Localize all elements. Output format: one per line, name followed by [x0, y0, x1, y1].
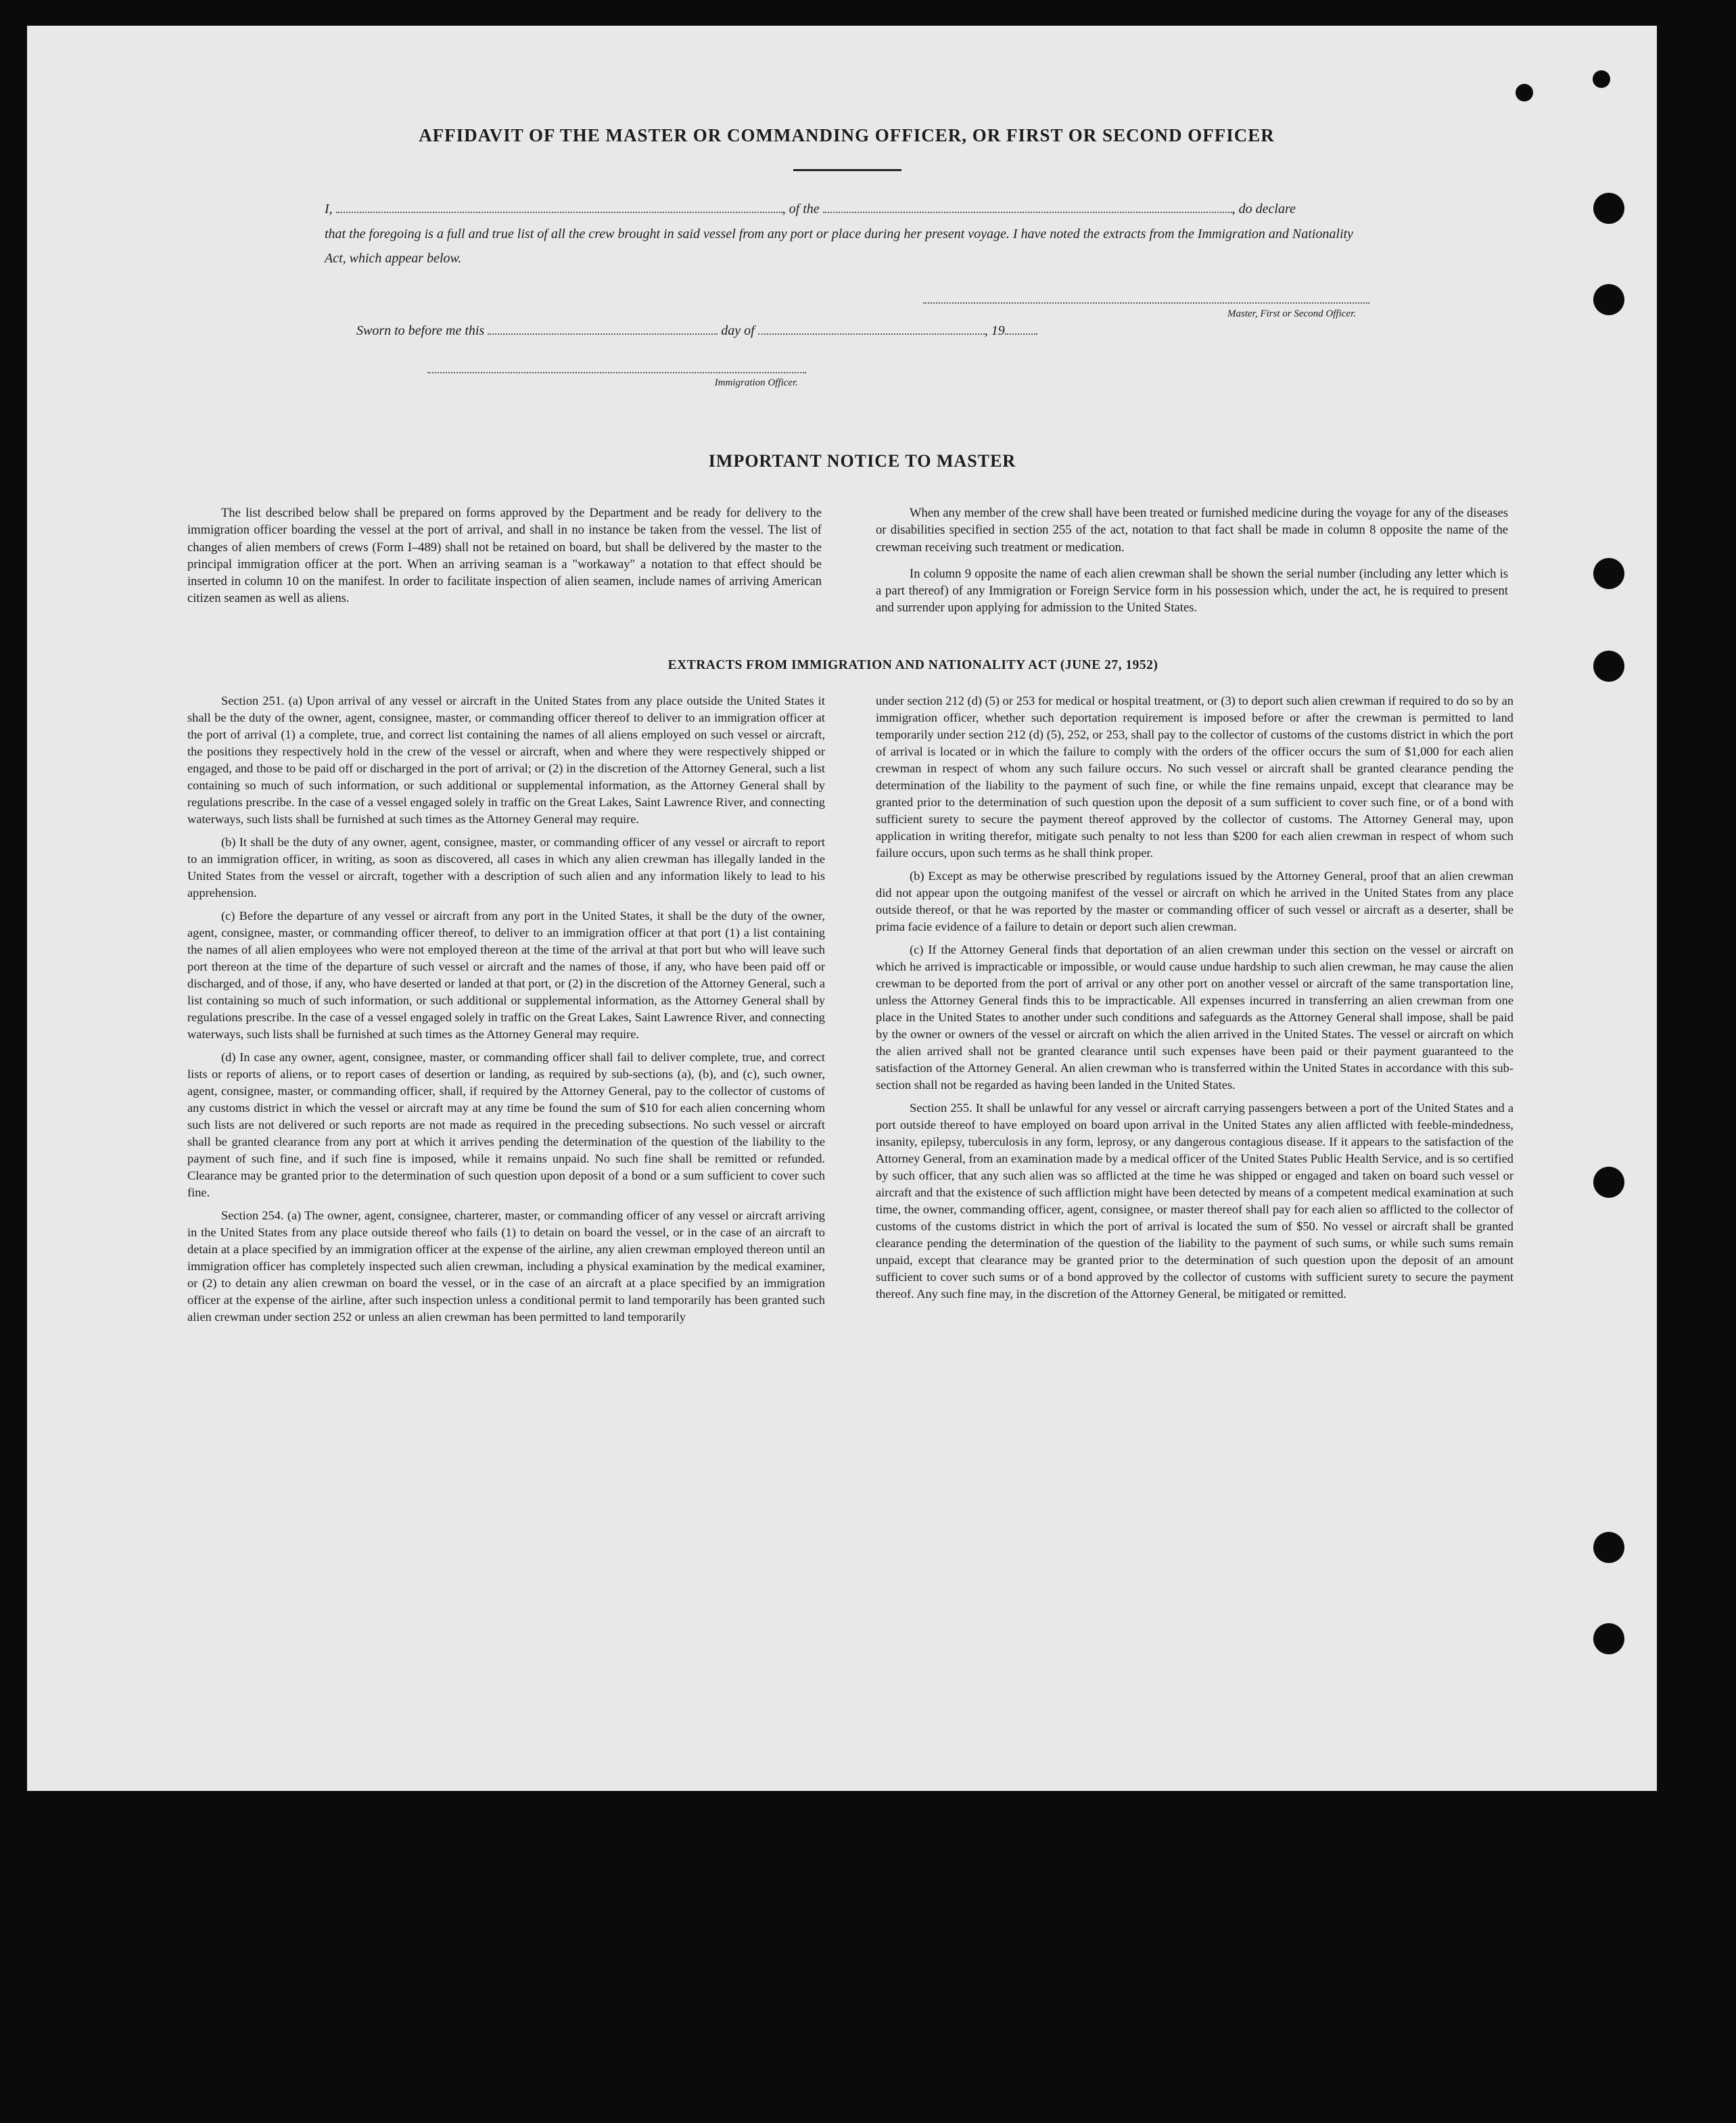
name-field[interactable]: [336, 202, 782, 213]
vessel-field[interactable]: [823, 202, 1232, 213]
sworn-day-field[interactable]: [488, 324, 718, 335]
act-paragraph: Section 255. It shall be unlawful for any vessel or aircraft carrying passengers between a port of the United States and a port outside thereof to have employed on board upon arrival in the United States any alien afflicted with feeble-mindedness, insanity, epilepsy, tuberculosis in any form, leprosy, or any dangerous contagious disease. If it appears to the satisfaction of the Attorney General, from an examination made by a medical officer of the United States Public Health Service, and is so certified by such officer, that any such alien was so afflicted at the time he was shipped or engaged and taken on board such vessel or aircraft and that the existence of such affliction might have been detected by means of a competent medical examination at such time, the owner, commanding officer, agent, consignee, or master thereof shall pay for each alien so afflicted to the collector of customs of the customs district in which the port of arrival is located the sum of $50. No vessel or aircraft shall be granted clearance pending the determination of the question of the liability to the payment of such sums, or while such sums remain unpaid, except that clearance may be granted prior to the determination of such question upon the deposit of an amount sufficient to cover such sums or of a bond approved by the collector of customs with sufficient surety to secure the payment thereof. Any such fine may, in the discretion of the Attorney General, be mitigated or remitted.: [876, 1101, 1514, 1301]
punch-hole: [1593, 1532, 1624, 1563]
punch-hole: [1593, 284, 1624, 315]
master-caption: Master, First or Second Officer.: [1227, 308, 1356, 319]
notice-paragraph: The list described below shall be prepared on forms approved by the Department and be ready for delivery to the immigration officer boarding the vessel at the port of arrival, and shall in no instance be taken from the vessel. The list of changes of alien members of crews (Form I–489) shall not be retained on board, but shall be delivered by the master to the principal immigration officer at the port. When an arriving seaman is a "workaway" a notation to that effect should be inserted in column 10 on the manifest. In order to facilitate inspection of alien seamen, include names of arriving American citizen seamen as well as aliens.: [187, 506, 822, 606]
extracts-right-column: [876, 693, 1514, 1309]
act-paragraph: (b) Except as may be otherwise prescribed by regulations issued by the Attorney General, proof that an alien crewman did not appear upon the outgoing manifest of the vessel or aircraft on which he arrived in the United States from any place outside thereof, or that he was reported by the master or commanding officer of such vessel or aircraft as a deserter, shall be prima facie evidence of a failure to detain or deport such alien crewman.: [876, 869, 1514, 933]
year-prefix: , 19: [984, 323, 1005, 338]
affidavit-title: AFFIDAVIT OF THE MASTER OR COMMANDING OFFICER, OR FIRST OR SECOND OFFICER: [419, 125, 1275, 145]
act-paragraph: (d) In case any owner, agent, consignee, master, or commanding officer shall fail to deliver complete, true, and correct lists or reports of aliens, or to report cases of desertion or landing, as required by sub-sections (a), (b), and (c), such owner, agent, consignee, master, or commanding officer, shall, if required by the Attorney General, pay to the collector of customs of any customs district in which the vessel or aircraft may at any time be found the sum of $10 for each alien concerning whom such lists are not delivered or such reports are not made as required in the preceding subsections. No such vessel or aircraft shall be granted clearance from any port at which it arrives pending the determination of the question of the liability to the payment of such fine, and if such fine is imposed, while it remains unpaid. No such fine shall be remitted or refunded. Clearance may be granted prior to the determination of such question upon deposit of a bond or a sum sufficient to cover such fine.: [187, 1050, 825, 1199]
punch-hole: [1593, 651, 1624, 682]
notice-right-column: [876, 505, 1508, 623]
punch-hole: [1593, 558, 1624, 589]
act-paragraph: Section 254. (a) The owner, agent, consignee, charterer, master, or commanding officer of any vessel or aircraft arriving in the United States from any place outside thereof who fails (1) to detain on board the vessel, or in the case of an aircraft to detain at a place specified by an immigration officer at the expense of the airline, any alien crewman employed thereon until an immigration officer has completely inspected such alien crewman, including a physical examination by the medical examiner, or (2) to detain any alien crewman on board the vessel, or in the case of an aircraft at a place specified by an immigration officer at the expense of the airline, after such inspection unless a conditional permit to land temporarily has been granted such alien crewman under section 252 or unless an alien crewman has been permitted to land temporarily: [187, 1209, 825, 1324]
declaration-block: [325, 196, 1369, 271]
declaration-text: that the foregoing is a full and true list of all the crew brought in said vessel from any port or place during her present voyage. I have noted the extracts from the Immigration and Nationality Act, which appear below.: [325, 227, 1353, 266]
sworn-label: Sworn to before me this: [356, 323, 485, 338]
i-label: I,: [325, 202, 333, 216]
extracts-title: EXTRACTS FROM IMMIGRATION AND NATIONALITY ACT (JUNE 27, 1952): [667, 658, 1158, 672]
punch-hole: [1593, 70, 1610, 88]
act-paragraph: under section 212 (d) (5) or 253 for medical or hospital treatment, or (3) to deport such alien crewman if required to do so by an immigration officer, whether such deportation requirement is imposed before or after the crewman is permitted to land temporarily under section 212 (d) (5), 252, or 253, shall pay to the collector of customs of the customs district in which the port of arrival is located or in which the failure to comply with the orders of the officer occurs the sum of $1,000 for each alien crewman in respect of whom any such failure occurs. No such vessel or aircraft shall be granted clearance pending the determination of the liability to the payment of such fine, or while the fine remains unpaid, except that clearance may be granted prior to the determination of such question upon the deposit of a sum sufficient to cover such fine, or of a bond with sufficient surety to secure the payment thereof approved by the collector of customs. The Attorney General may, upon application in writing therefor, mitigate such penalty to not less than $200 for each alien crewman in respect of whom such failure occurs, upon such terms as he shall think proper.: [876, 694, 1514, 860]
punch-hole: [1516, 84, 1533, 101]
punch-hole: [1593, 1167, 1624, 1198]
master-signature-field[interactable]: [923, 302, 1369, 304]
title-rule: [793, 169, 901, 171]
act-paragraph: (b) It shall be the duty of any owner, agent, consignee, master, or commanding officer of any vessel or aircraft to report to an immigration officer, in writing, as soon as discovered, all cases in which any alien crewman has illegally landed in the United States from the vessel or aircraft, together with a description of such alien and any information likely to lead to his apprehension.: [187, 835, 825, 900]
punch-hole: [1593, 193, 1624, 224]
of-the-label: , of the: [782, 202, 820, 216]
act-paragraph: Section 251. (a) Upon arrival of any vessel or aircraft in the United States from any place outside the United States it shall be the duty of the owner, agent, consignee, master, or commanding officer thereof to deliver to an immigration officer at the port of arrival (1) a complete, true, and correct list containing the names of all aliens employed on such vessel or aircraft, the positions they respectively hold in the crew of the vessel or aircraft, when and where they were respectively shipped or engaged, and those to be paid off or discharged in the port of arrival; or (2) in the discretion of the Attorney General, such a list containing so much of such information, or such additional or supplemental information, as the Attorney General shall by regulations prescribe. In the case of a vessel engaged solely in traffic on the Great Lakes, Saint Lawrence River, and connecting waterways, such lists shall be furnished at such times as the Attorney General may require.: [187, 694, 825, 826]
sworn-line: [356, 323, 1037, 339]
punch-hole: [1593, 1623, 1624, 1654]
notice-paragraph: When any member of the crew shall have been treated or furnished medicine during the voyage for any of the diseases or disabilities specified in section 255 of the act, notation to that fact shall be made in column 8 opposite the name of the crewman receiving such treatment or medication.: [876, 506, 1508, 555]
extracts-left-column: [187, 693, 825, 1332]
declaration-first-line: [325, 196, 1369, 222]
sworn-month-field[interactable]: [758, 324, 985, 335]
sworn-year-field[interactable]: [1005, 324, 1037, 335]
notice-title: IMPORTANT NOTICE TO MASTER: [708, 451, 1016, 471]
act-paragraph: (c) If the Attorney General finds that deportation of an alien crewman under this section on the vessel or aircraft on which he arrived is impracticable or impossible, or would cause undue hardship to such alien crewman, he may cause the alien crewman to be deported from the port of arrival or any other port on another vessel or aircraft of the same transportation line, unless the Attorney General finds this to be impracticable. All expenses incurred in transferring an alien crewman from one place in the United States to another under such conditions and safeguards as the Attorney General shall impose, shall be paid by the owner or owners of the vessel or aircraft on which the alien arrived in the United States. The vessel or aircraft on which the alien arrived shall not be granted clearance until such expenses have been paid or their payment guaranteed to the satisfaction of the Attorney General. An alien crewman who is transferred within the United States in accordance with this sub-section shall not be regarded as having been landed in the United States.: [876, 943, 1514, 1092]
day-of-label: day of: [721, 323, 755, 338]
immigration-caption: Immigration Officer.: [714, 377, 798, 388]
notice-paragraph: In column 9 opposite the name of each alien crewman shall be shown the serial number (including any letter which is a part thereof) of any Immigration or Foreign Service form in his possession which, under the act, he is required to present and surrender upon applying for admission to the United States.: [876, 566, 1508, 615]
act-paragraph: (c) Before the departure of any vessel or aircraft from any port in the United States, it shall be the duty of the owner, agent, consignee, master, or commanding officer thereof, to deliver to an immigration officer at that port (1) a list containing the names of all alien employees who were not employed thereon at the time of the arrival at that port but who will leave such port thereon at the time of the departure of such vessel or aircraft and the names of those, if any, who have been paid off or discharged, and of those, if any, who have deserted or landed at that port, or (2) in the discretion of the Attorney General, such a list containing so much of such information, or such additional or supplemental information, as the Attorney General shall by regulations prescribe. In the case of a vessel engaged solely in traffic on the Great Lakes, Saint Lawrence River, and connecting waterways, such lists shall be furnished at such times as the Attorney General may require.: [187, 909, 825, 1041]
notice-left-column: [187, 505, 822, 613]
do-declare-label: , do declare: [1231, 202, 1296, 216]
immigration-signature-field[interactable]: [427, 372, 806, 373]
